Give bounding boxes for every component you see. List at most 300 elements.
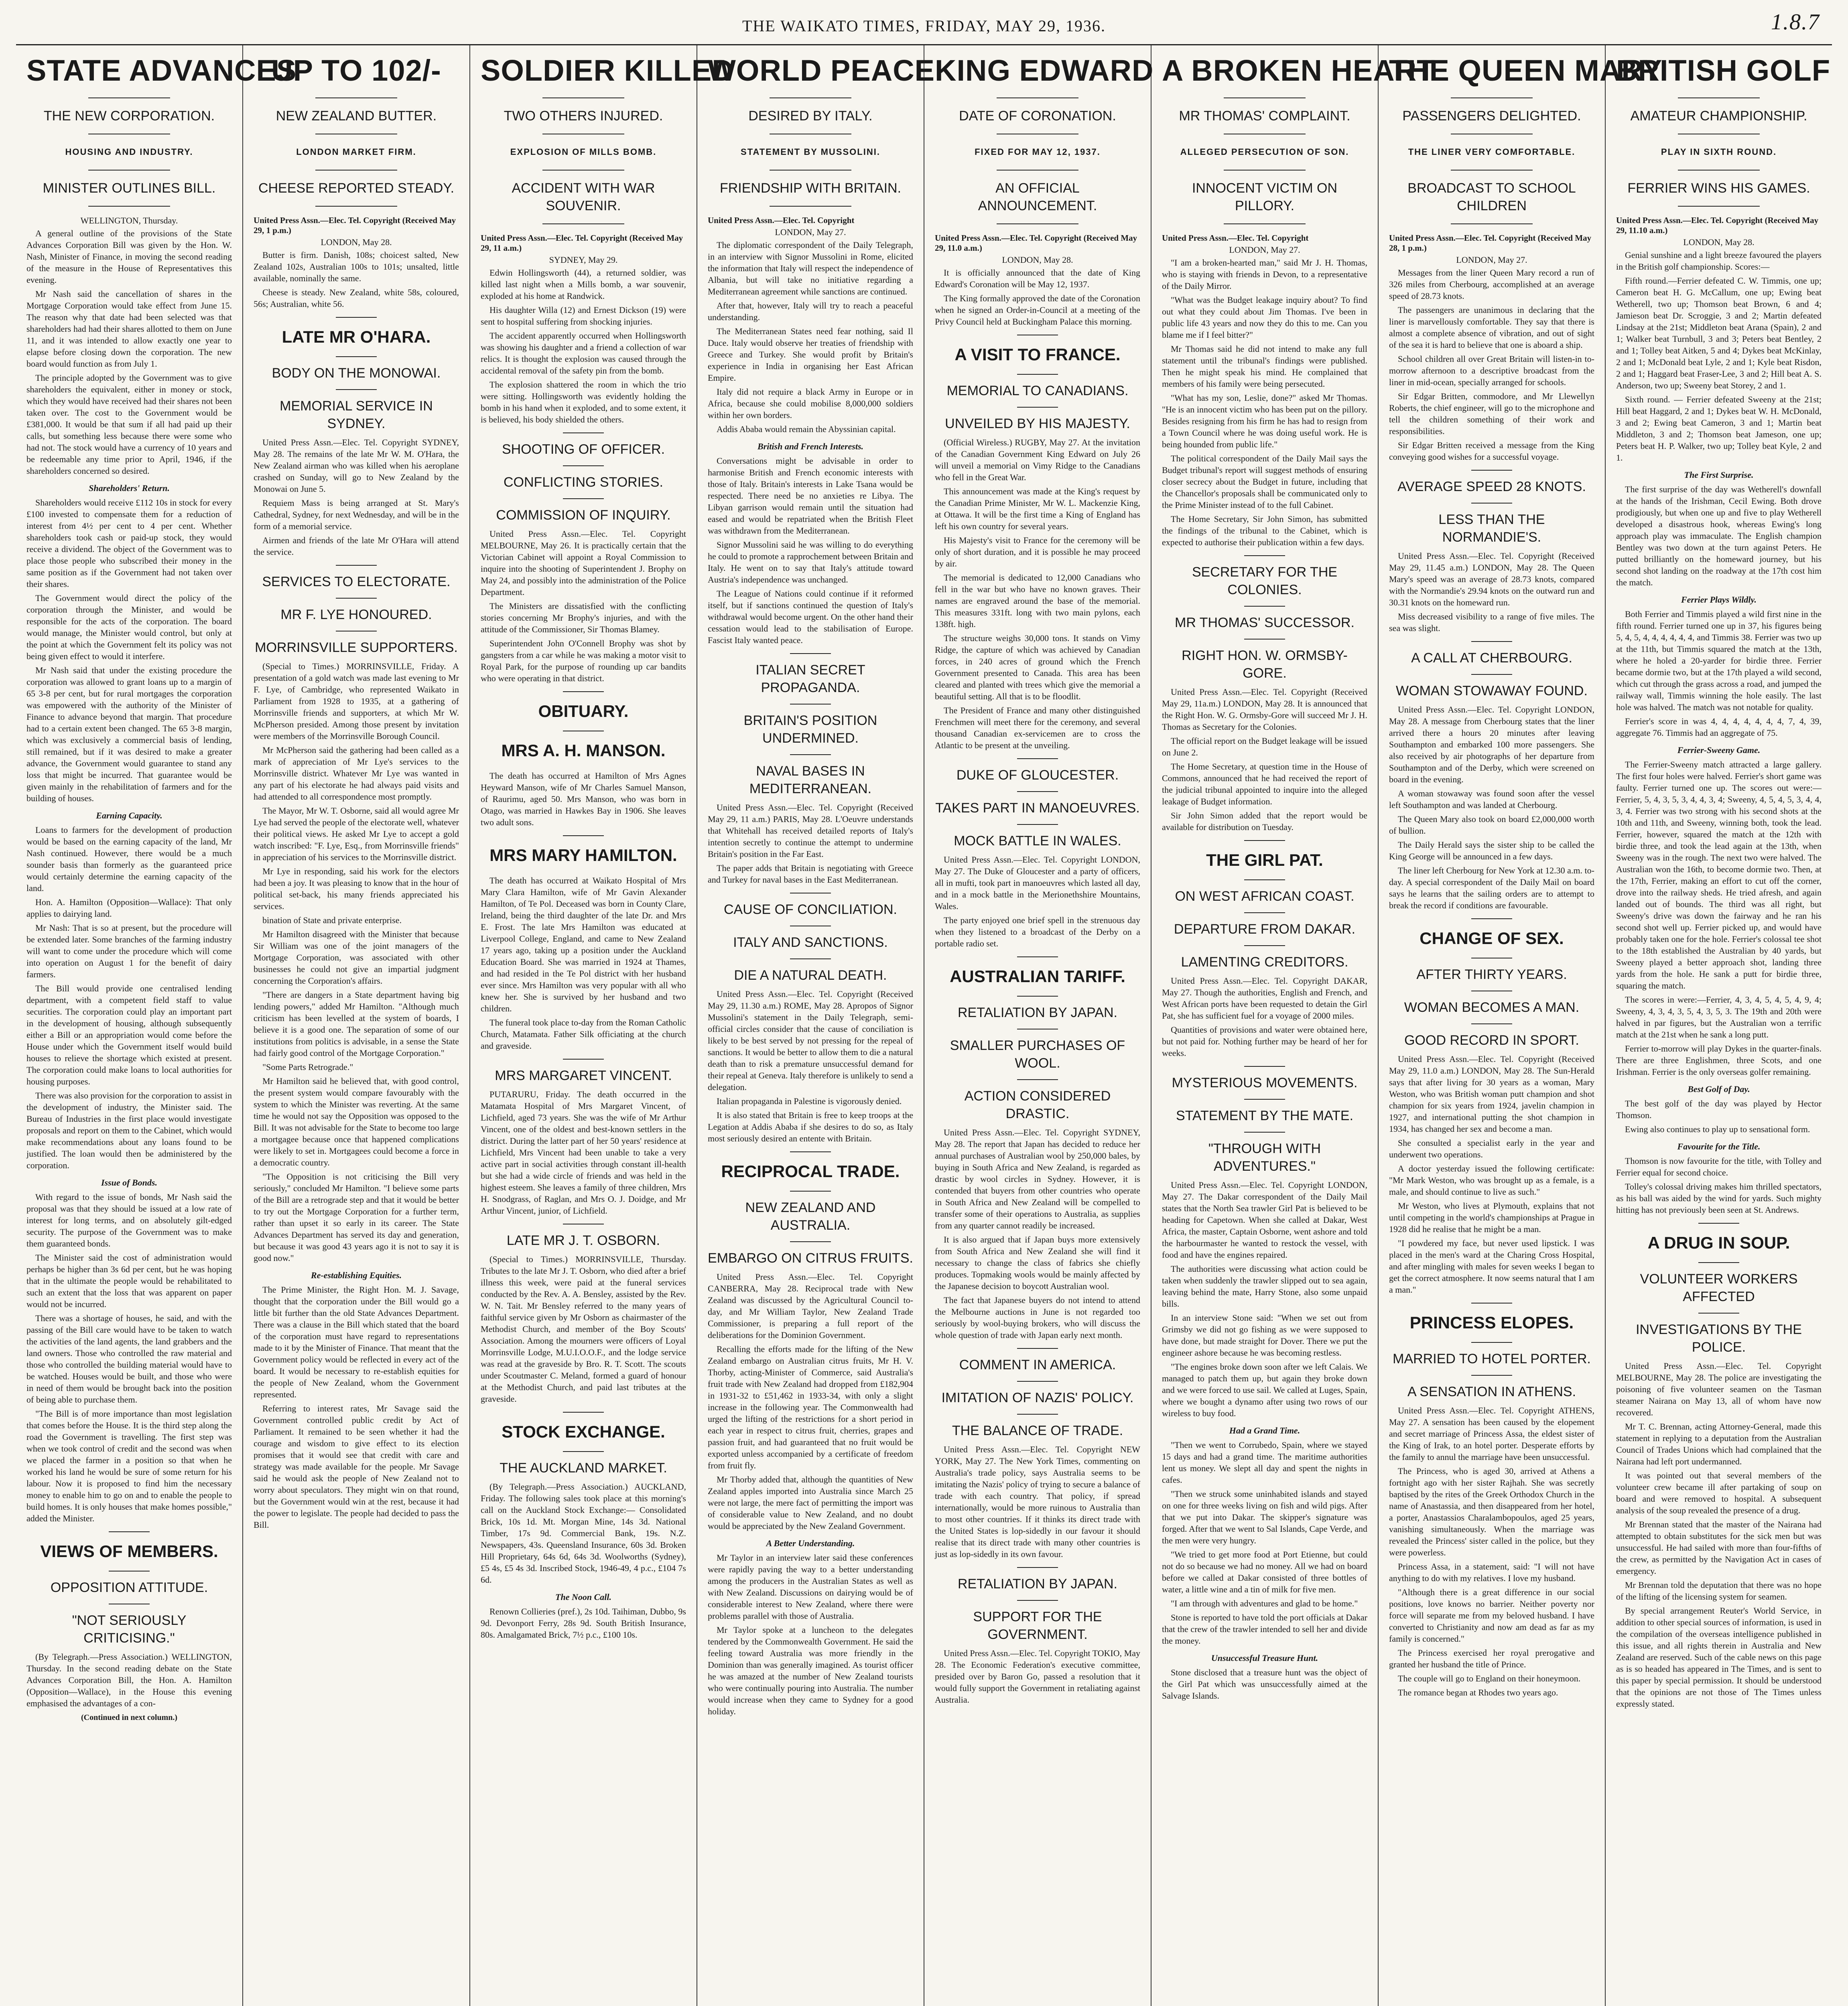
paragraph: The accident apparently occurred when Hollingsworth was showing his daughter and a friend a collection of war relics. It is thought the explosion was caused through the accidental removal of the safety pin from the bomb. xyxy=(481,331,686,376)
divider xyxy=(1017,996,1058,997)
divider xyxy=(1244,879,1285,880)
paragraph: The Daily Herald says the sister ship to be called the King George will be announced in a few days. xyxy=(1389,840,1594,861)
paragraph: (By Telegraph.—Press Association.) WELLINGTON, Thursday. In the second reading debate on the State Advances Corporation Bill, the Hon. A. Hamilton (Opposition—Wallace), in the House this evening emphasised the advantages of a con- xyxy=(26,1652,232,1708)
paragraph: PUTARURU, Friday. The death occurred in the Matamata Hospital of Mrs Margaret Vincent, of Lichfield, aged 73 years. She was the wife of Mr Arthur Vincent, one of the oldest and best-known settlers in the district. During the latter part of her 50 years' residence at Lichfield, Mrs Vincent had been unable to take a very active part in social activities through constant ill-health but she had a wide circle of friends and was held in the highest esteem. She leaves a family of three children, Mrs H. Snodgrass, of Raglan, and Mrs O. J. Doidge, and Mr Arthur Vincent, junior, of Lichfield. xyxy=(481,1089,686,1216)
section-heading: MRS MARY HAMILTON. xyxy=(489,846,677,865)
article-subheading: DATE OF CORONATION. xyxy=(959,108,1116,124)
divider xyxy=(1698,1223,1739,1224)
section-heading: MRS A. H. MANSON. xyxy=(501,741,666,760)
section-heading: NEW ZEALAND AND AUSTRALIA. xyxy=(745,1200,876,1233)
divider xyxy=(109,1571,150,1572)
article-subheading: THE NEW CORPORATION. xyxy=(43,108,215,124)
article-column xyxy=(1151,45,1436,2006)
divider xyxy=(1017,407,1058,408)
continued-note: (Continued in next column.) xyxy=(81,1713,178,1722)
masthead-title: THE WAIKATO TIMES, FRIDAY, MAY 29, 1936. xyxy=(742,17,1106,35)
paragraph: The death has occurred at Waikato Hospital of Mrs Mary Clara Hamilton, wife of Mr Gavin Alexander Hamilton, of Te Pol. Deceased was born in County Clare, Ireland, being the third daughter of the late Dr. and Mrs E. Frost. The late Mrs Hamilton was educated at Liverpool College, England, and came to New Zealand 17 years ago, taking up a position under the Auckland Education Board. She was married in 1924 at Thames, and had resided in the Te Pol district with her husband ever since. Mrs Hamilton was very popular with all who knew her. She is survived by her husband and two children. xyxy=(481,875,686,1013)
section-heading: RECIPROCAL TRADE. xyxy=(721,1162,900,1181)
paragraph: In an interview Stone said: "When we set out from Grimsby we did not go fishing as we were supposed to have done, but made straight for Dover. There we put the engineer ashore because he was becoming restless. xyxy=(1162,1313,1367,1358)
paragraph: The paper adds that Britain is negotiating with Greece and Turkey for naval bases in the East Mediterranean. xyxy=(708,863,913,885)
divider xyxy=(1451,97,1533,98)
paragraph: The President of France and many other distinguished Frenchmen will meet there for the ceremony, and several thousand Canadian ex-servicemen are to cross the Atlantic to be present at the unveiling. xyxy=(935,705,1140,750)
section-heading: GOOD RECORD IN SPORT. xyxy=(1404,1033,1579,1048)
paragraph: United Press Assn.—Elec. Tel. Copyright (Received May 29, 11.45 a.m.) LONDON, May 28. The Queen Mary's speed was an average of 28.73 knots, compared with the Normandie's 29.94 knots on the outward run and 30.31 knots on the homeward run. xyxy=(1389,551,1594,607)
article-subheading: BROADCAST TO SCHOOL CHILDREN xyxy=(1407,181,1576,213)
divider xyxy=(1017,758,1058,759)
paragraph: United Press Assn.—Elec. Tel. Copyright NEW YORK, May 27. The New York Times, commenting on Australia's trade policy, says Australia seems to be imitating the Nazis' policy of trying to secure a balance of trade with each country. That policy, if spread internationally, would be more ruinous to Australia than to most other countries. If it thinks its direct trade with the United States is lop-sidedly in our favour it should realise that its direct trade with many other countries is just as lop-sidedly in its own favour. xyxy=(935,1444,1140,1559)
divider xyxy=(790,958,831,959)
section-heading: MR THOMAS' SUCCESSOR. xyxy=(1175,615,1355,630)
article-subheading: FERRIER WINS HIS GAMES. xyxy=(1627,181,1810,196)
divider xyxy=(563,432,604,433)
paragraph: The Princess exercised her royal prerogative and granted her husband the title of Prince. xyxy=(1389,1648,1594,1669)
paragraph: "I am through with adventures and glad to be home." xyxy=(1171,1598,1358,1608)
divider xyxy=(790,754,831,755)
paragraph: (Official Wireless.) RUGBY, May 27. At the invitation of the Canadian Government King Edward on July 26 will unveil a memorial on Vimy Ridge to the Canadians who fell in the Great War. xyxy=(935,437,1140,482)
paragraph: "What was the Budget leakage inquiry about? To find out what they could about Jim Thomas. I've been in public life 43 years and now they do this to me. Can you blame me if I feel bitter?" xyxy=(1162,295,1367,340)
section-heading: MRS MARGARET VINCENT. xyxy=(495,1068,672,1083)
paragraph: Fifth round.—Ferrier defeated C. W. Timmis, one up; Cameron beat H. G. McCallum, one up; Ewing beat Wetherell, two up; Thomson beat Brown, 6 and 4; Jamieson beat Dr. Scroggie, 3 and 2; Martin defeated Lindsay at the 21st; Middleton beat Arana (Spain), 2 and 1; Walker beat Turnbull, 3 and 3; Peters beat Bentley, 2 and 1; Tolley beat Aitken, 5 and 4; Dykes beat McKinlay, 2 and 1; McDonald beat Lyle, 2 and 1; Kyle beat Risdon, 2 and 1; Haggard beat Fraser-Lee, 3 and 2; Hill beat A. S. Anderson, two up; Sweeny beat Storey, 2 and 1. xyxy=(1616,276,1822,390)
paragraph: Mr Nash said that under the existing procedure the corporation was allowed to grant loans up to a margin of 65 3-8 per cent, but for rural mortgages the corporation was empowered with the authority of the Minister of Finance to advance beyond that margin. That procedure had to a certain extent been changed. The 65 3-8 margin, which was exclusively a commercial basis of lending, still remained, but if it was desired to make a greater advance, the Government would guarantee to stand any loss that might be incurred. That guarantee would be given mainly in the rehabilitation of farmers and for the building of houses. xyxy=(26,665,232,803)
divider xyxy=(1017,1348,1058,1349)
section-heading: THE AUCKLAND MARKET. xyxy=(500,1460,667,1476)
wire-credit: United Press Assn.—Elec. Tel. Copyright (Received May 29, 11.10 a.m.) xyxy=(1616,215,1819,235)
article-headline: BRITISH GOLF xyxy=(1616,54,1831,87)
paragraph: "There are dangers in a State department having big lending powers," added Mr Hamilton. "Although much criticism has been levelled at the system of boards, I believe it is a good one. The separation of some of our institutions from politics is advisable, in a sense the State had fairly good control of the Mortgage Corporation." xyxy=(254,990,459,1058)
paragraph: United Press Assn.—Elec. Tel. Copyright SYDNEY, May 28. The remains of the late Mr W. M. O'Hara, the New Zealand airman who was killed when his aeroplane crashed on Sunday, will go to New Zealand by the Monowai on June 5. xyxy=(254,437,459,494)
divider xyxy=(88,97,171,98)
paragraph: His daughter Willa (12) and Ernest Dickson (19) were sent to hospital suffering from shocking injuries. xyxy=(481,305,686,327)
paragraph: The Mediterranean States need fear nothing, said Il Duce. Italy would observe her treaties of friendship with Greece and Turkey. She would profit by Britain's experience in India in organising her East African Empire. xyxy=(708,326,913,383)
paragraph: Mr Thomas said he did not intend to make any full statement until the tribunal's findings were published. Then he might speak his mind. He complained that members of his family were being persecuted. xyxy=(1162,344,1367,389)
section-heading: BRITAIN'S POSITION UNDERMINED. xyxy=(743,713,877,746)
dateline: LONDON, May 28. xyxy=(321,237,392,247)
paragraph: A doctor yesterday issued the following certificate: "Mr Mark Weston, who was brought up as a female, is a male, and should continue to live as such." xyxy=(1389,1163,1594,1197)
divider xyxy=(88,206,171,207)
paragraph-heading: The Noon Call. xyxy=(555,1592,611,1602)
paragraph: Shareholders would receive £112 10s in stock for every £100 invested to compensate them for a reduction of interest from 4½ per cent to 4 per cent. Whether shareholders took cash or paid-up stock, they would receive a dividend. The object of the Government was to place those people who subscribed their money in the same position as if the Government had not taken over their shares. xyxy=(26,497,232,589)
section-heading: A SENSATION IN ATHENS. xyxy=(1407,1384,1576,1399)
paragraph: "We tried to get more food at Port Etienne, but could not do so because we had no money. All we had on board before we called at Dakar consisted of three bottles of water, a little wine and a tin of milk for five men. xyxy=(1162,1549,1367,1594)
paragraph: (By Telegraph.—Press Association.) AUCKLAND, Friday. The following sales took place at this morning's call on the Auckland Stock Exchange:— Consolidated Brick, 10s 1d. Mt. Morgan Mine, 14s 3d. National Timber, 17s 9d. Commercial Bank, 19s. N.Z. Newspapers, 43s. Queensland Insurance, 60s 3d. Broken Hill Proprietary, 64s 6d, 64s 3d. Woolworths (Sydney), £5 4s, £5 4s 3d. Inscribed Stock, 1946-49, 4 p.c., £104 7s 6d. xyxy=(481,1482,686,1585)
paragraph-heading: Issue of Bonds. xyxy=(101,1178,157,1188)
section-heading: CHANGE OF SEX. xyxy=(1420,929,1564,948)
wire-credit: United Press Assn.—Elec. Tel. Copyright (Received May 29, 1 p.m.) xyxy=(254,215,456,235)
paragraph: Signor Mussolini said he was willing to do everything he could to promote a rapprochement between Britain and Italy. He went on to say that Italy's attitude toward Austria's independence was unchanged. xyxy=(708,540,913,585)
paragraph: The death has occurred at Hamilton of Mrs Agnes Heyward Manson, wife of Mr Charles Samuel Manson, of Raurimu, aged 50. Mrs Manson, who was born in Otago, was married in Hawkes Bay in 1906. She leaves two adult sons. xyxy=(481,771,686,827)
paragraph: Italy did not require a black Army in Europe or in Africa, because she could mobilise 8,000,000 soldiers within her own borders. xyxy=(708,387,913,420)
dateline: LONDON, May 27. xyxy=(1229,245,1300,255)
divider xyxy=(315,206,398,207)
article-subheading: MINISTER OUTLINES BILL. xyxy=(43,181,216,196)
divider xyxy=(1471,1342,1512,1343)
divider xyxy=(1244,555,1285,556)
divider xyxy=(542,170,625,171)
article-headline: WORLD PEACE xyxy=(708,54,935,87)
paragraph: Referring to interest rates, Mr Savage said the Government controlled public credit by Act of Parliament. It remained to be seen whether it had the courage and wisdom to give effect to its election promises that it would see that credit with care and strategy was made available for the people. Mr Savage said he would ask the people of New Zealand not to worry about speculators. They might win on that round, but the Government would win at the rest, because it had the power to legislate. The people had decided to pass the Bill. xyxy=(254,1403,459,1530)
article-subheading: EXPLOSION OF MILLS BOMB. xyxy=(510,147,657,157)
section-heading: "THROUGH WITH ADVENTURES." xyxy=(1208,1141,1321,1174)
section-heading: EMBARGO ON CITRUS FRUITS. xyxy=(708,1251,913,1266)
paragraph: The Princess, who is aged 30, arrived at Athens a fortnight ago with her sister Rajhah. She was secretly baptised by the rites of the Greek Orthodox Church in the name of Anastassia, and then disappeared from her hotel, a porter, Anastassios Charalambopoulos, aged 25 years, vanishing simultaneously. When the marriage was revealed the Princess' sister called in the police, but they were powerless. xyxy=(1389,1466,1594,1557)
paragraph: The Bill would provide one centralised lending department, with a competent field staff to value securities. The corporation could play an important part in the development of housing, although subsequently either a Bill or an appropriation would come before the House under which the Government itself would build houses to relieve the shortage which existed at present. The corporation could make loans to local authorities for housing purposes. xyxy=(26,983,232,1086)
paragraph: Sir John Simon added that the report would be available for distribution on Tuesday. xyxy=(1162,810,1367,832)
divider xyxy=(1471,641,1512,642)
paragraph: The structure weighs 30,000 tons. It stands on Vimy Ridge, the capture of which was achieved by Canadian forces, in 240 acres of ground which the French Government presented to Canada. This area has been cleared and planted with trees which give the memorial a beautiful setting. All that is to be floodlit. xyxy=(935,633,1140,701)
paragraph: It is also stated that Britain is free to keep troops at the Legation at Addis Ababa if she desires to do so, as Italy most seriously desired an entente with Britain. xyxy=(708,1110,913,1143)
paragraph: Mr Thorby added that, although the quantities of New Zealand apples imported into Australia since March 25 were not large, the mere fact of permitting the import was of considerable value to New Zealand, and no doubt would be appreciated by the New Zealand Government. xyxy=(708,1474,913,1531)
section-heading: LAMENTING CREDITORS. xyxy=(1181,954,1348,970)
paragraph: Princess Assa, in a statement, said: "I will not have anything to do with my relatives. I love my husband. xyxy=(1389,1561,1594,1583)
paragraph: Mr Taylor spoke at a luncheon to the delegates tendered by the Commonwealth Government. He said the feeling toward Australia was more friendly in the Dominion than was generally imagined. As tourist officer he was amazed at the number of New Zealand tourists who were continually pouring into Australia. The number would increase when they came to Sydney for a good holiday. xyxy=(708,1625,913,1716)
divider xyxy=(1224,170,1306,171)
article-headline: THE QUEEN MARY xyxy=(1389,54,1663,87)
section-heading: COMMENT IN AMERICA. xyxy=(959,1357,1116,1373)
paragraph: "I am a broken-hearted man," said Mr J. H. Thomas, who is staying with friends in Devon, to a representative of the Daily Mirror. xyxy=(1162,258,1367,291)
divider xyxy=(88,170,171,171)
paragraph: The explosion shattered the room in which the trio were sitting. Hollingsworth was evidently holding the bomb in his hand when it exploded, and to some extent, it is believed, his body shielded the others. xyxy=(481,380,686,424)
paragraph: With regard to the issue of bonds, Mr Nash said the proposal was that they should be issued at a low rate of interest for long terms, and on absolutely gilt-edged security. The purpose of the Government was to make them guaranteed bonds. xyxy=(26,1192,232,1249)
paragraph: Renown Collieries (pref.), 2s 10d. Taihiman, Dubbo, 9s 9d. Devonport Ferry, 28s 9d. South British Insurance, 80s. Amalgamated Brick, 7½ p.c., £100 10s. xyxy=(481,1606,686,1640)
article-subheading: INNOCENT VICTIM ON PILLORY. xyxy=(1192,181,1338,213)
article-subheading: TWO OTHERS INJURED. xyxy=(504,108,663,124)
divider xyxy=(1017,1567,1058,1568)
wire-credit: United Press Assn.—Elec. Tel. Copyright (Received May 28, 1 p.m.) xyxy=(1389,233,1592,253)
paragraph: Mr Nash said the cancellation of shares in the Mortgage Corporation would take effect from June 15. The reason why that date had been selected was that shareholders had had their shares allotted to them on June 11, and it was intended to allow exactly one year to elapse before closing down the corporation. The new board would function as from July 1. xyxy=(26,289,232,369)
article-subheading: FRIENDSHIP WITH BRITAIN. xyxy=(719,181,902,196)
paragraph: There was a shortage of houses, he said, and with the passing of the Bill care would have to be taken to watch the activities of the land agents, the land grabbers and the land owners. Those who controlled the raw material and those who controlled the building material would have to be watched. Houses would be built, and those who were in need of them would be brought back into the position of being able to purchase them. xyxy=(26,1313,232,1405)
paragraph: The League of Nations could continue if it reformed itself, but if sanctions continued the question of Italy's withdrawal would become urgent. On the other hand their cessation would lead to the stabilisation of Europe. Fascist Italy wanted peace. xyxy=(708,589,913,645)
paragraph: The first surprise of the day was Wetherell's downfall at the hands of the Irishman, Cecil Ewing. Both drove prodigiously, but when one up and five to play Wetherell developed a disastrous hook, whereas Ewing's long approach play was immaculate. The English champion Bentley was two down at the turn against Peters. He putted brilliantly on the homeward journey, but his second shot landing on the roadway at the 17th cost him the match. xyxy=(1616,484,1822,587)
section-heading: MOCK BATTLE IN WALES. xyxy=(954,833,1121,849)
paragraph: The scores in were:—Ferrier, 4, 3, 4, 5, 4, 5, 4, 9, 4; Sweeny, 4, 3, 4, 3, 5, 4, 3, 5, 3. The 19th and 20th were halved in par figures, but the Australian won a terrific match at the 21st when he sank a long putt. xyxy=(1616,995,1822,1040)
section-heading: STATEMENT BY THE MATE. xyxy=(1176,1108,1354,1123)
paragraph: His Majesty's visit to France for the ceremony will be only of short duration, and it is possible he may proceed by air. xyxy=(935,535,1140,569)
paragraph: Genial sunshine and a light breeze favoured the players in the British golf championship. Scores:— xyxy=(1616,250,1822,272)
masthead xyxy=(16,12,1832,45)
section-heading: MARRIED TO HOTEL PORTER. xyxy=(1393,1351,1591,1366)
divider xyxy=(1017,956,1058,957)
section-heading: MEMORIAL SERVICE IN SYDNEY. xyxy=(280,398,433,431)
columns-container xyxy=(16,45,1832,2006)
paragraph: Thomson is now favourite for the title, with Tolley and Ferrier equal for second choice. xyxy=(1616,1156,1822,1178)
article-subheading: AN OFFICIAL ANNOUNCEMENT. xyxy=(978,181,1097,213)
section-heading: SERVICES TO ELECTORATE. xyxy=(262,574,451,589)
paragraph: Mr Hamilton disagreed with the Minister that because Sir William was one of the joint managers of the Mortgage Corporation, was associated with other businesses he could not give an impartial judgment concerning the Corporation's affairs. xyxy=(254,929,459,986)
divider xyxy=(563,1412,604,1413)
paragraph: Mr Hamilton said he believed that, with good control, the present system would compare favourably with the system to which the Minister was reverting. At the same time he would not say the Opposition was opposed to the Bill. It was not advisable for the State to become too large a mortgagee because once that happened complications were likely to set in. Mortgagees could become a force in a democratic country. xyxy=(254,1076,459,1167)
divider xyxy=(1017,1414,1058,1415)
section-heading: RETALIATION BY JAPAN. xyxy=(957,1005,1118,1020)
paragraph: Italian propaganda in Palestine is vigorously denied. xyxy=(717,1096,902,1106)
paragraph: United Press Assn.—Elec. Tel. Copyright (Received May 29, 11 a.m.) PARIS, May 28. L'Oeuvre understands that Whitehall has received detailed reports of Italy's intention secretly to continue the attempt to undermine Britain's position in the Far East. xyxy=(708,802,913,859)
paragraph: Conversations might be advisable in order to harmonise British and French economic interests with those of Italy. Britain's interests in Lake Tsana would be respected. There need be no anxieties re Libya. The Libyan garrison would remain until the situation had eased and would be repatriated when the British Fleet was withdrawn from the Mediterranean. xyxy=(708,456,913,536)
wire-credit: United Press Assn.—Elec. Tel. Copyright xyxy=(708,215,855,225)
section-heading: OPPOSITION ATTITUDE. xyxy=(50,1580,208,1595)
paragraph-heading: Unsuccessful Treasure Hunt. xyxy=(1211,1653,1318,1663)
article-subheading: DESIRED BY ITALY. xyxy=(748,108,873,124)
article-subheading: CHEESE REPORTED STEADY. xyxy=(258,181,455,196)
paragraph: The Mayor, Mr W. T. Osborne, said all would agree Mr Lye had served the people of the electorate well, whatever their political views. He asked Mr Lye to accept a gold watch inscribed: "F. Lye, Esq., from Morrinsville friends" in appreciation of his services to the Morrinsville district. xyxy=(254,806,459,862)
paragraph: Ferrier to-morrow will play Dykes in the quarter-finals. There are three Englishmen, three Scots, and one Irishman. Ferrier is the only overseas golfer remaining. xyxy=(1616,1044,1822,1077)
section-heading: SHOOTING OF OFFICER. xyxy=(502,442,665,457)
divider xyxy=(997,223,1079,224)
section-heading: LATE MR J. T. OSBORN. xyxy=(506,1233,660,1248)
divider xyxy=(336,317,377,318)
divider xyxy=(770,206,852,207)
article-subheading: PASSENGERS DELIGHTED. xyxy=(1402,108,1581,124)
section-heading: MR F. LYE HONOURED. xyxy=(280,607,432,622)
section-heading: NAVAL BASES IN MEDITERRANEAN. xyxy=(749,763,872,796)
section-heading: ITALY AND SANCTIONS. xyxy=(733,935,888,950)
divider xyxy=(790,704,831,705)
paragraph: "Although there is a great difference in our social positions, love knows no barrier. Neither poverty nor force will separate me from my beloved husband. I have converted to Christianity and now am dead as far as my family is concerned." xyxy=(1389,1587,1594,1644)
divider xyxy=(1017,824,1058,825)
paragraph: United Press Assn.—Elec. Tel. Copyright TOKIO, May 28. The Economic Federation's executive committee, presided over by Baron Go, passed a resolution that it would fully support the Government in retaliating against Australia. xyxy=(935,1648,1140,1705)
section-heading: OBITUARY. xyxy=(538,702,629,721)
divider xyxy=(1678,97,1760,98)
section-heading: BODY ON THE MONOWAI. xyxy=(272,365,441,381)
divider xyxy=(1471,1023,1512,1024)
divider xyxy=(790,1151,831,1152)
paragraph: bination of State and private enterprise. xyxy=(262,915,402,925)
paragraph: Sir Edgar Britten, commodore, and Mr Llewellyn Roberts, the chief engineer, will go to the microphone and tell the children something of their work and responsibilities. xyxy=(1389,391,1594,436)
section-heading: CONFLICTING STORIES. xyxy=(504,475,663,490)
section-heading: DEPARTURE FROM DAKAR. xyxy=(1174,922,1356,937)
section-heading: MYSTERIOUS MOVEMENTS. xyxy=(1172,1075,1358,1090)
divider xyxy=(1244,1132,1285,1133)
paragraph: Recalling the efforts made for the lifting of the New Zealand embargo on Australian citrus fruits, Mr H. V. Thorby, acting-Minister of Commerce, said Australia's fruit trade with New Zealand had dropped from £182,904 in 1931-32 to £51,462 in 1933-34, with only a slight increase in the following year. The Commonwealth had urged the lifting of the restrictions for a short period in each year in respect to citrus fruit, cherries, grapes and passion fruit, and had guaranteed that no fruit would be exported unless accompanied by a certificate of freedom from fruit fly. xyxy=(708,1344,913,1470)
section-heading: A VISIT TO FRANCE. xyxy=(954,345,1121,364)
section-heading: AVERAGE SPEED 28 KNOTS. xyxy=(1397,479,1586,494)
dateline: LONDON, May 27. xyxy=(1456,255,1527,265)
article-subheading: FIXED FOR MAY 12, 1937. xyxy=(975,147,1101,157)
divider xyxy=(1244,1099,1285,1100)
divider xyxy=(1017,1381,1058,1382)
paragraph: Miss decreased visibility to a range of five miles. The sea was slight. xyxy=(1389,611,1594,633)
paragraph: Requiem Mass is being arranged at St. Mary's Cathedral, Sydney, for next Wednesday, and will be in the form of a memorial service. xyxy=(254,498,459,531)
section-heading: UNVEILED BY HIS MAJESTY. xyxy=(945,416,1130,431)
section-heading: SECRETARY FOR THE COLONIES. xyxy=(1192,564,1338,597)
paragraph: The memorial is dedicated to 12,000 Canadians who fell in the war but who have no known graves. Their names are engraved around the base of the memorial. This measures 331ft. long with two main pylons, each 138ft. high. xyxy=(935,573,1140,629)
article-subheading: LONDON MARKET FIRM. xyxy=(296,147,416,157)
paragraph: The Ferrier-Sweeny match attracted a large gallery. The first four holes were halved. Ferrier's short game was faulty. Ferrier turned one up. The scores out were:—Ferrier, 5, 4, 3, 5, 3, 4, 4, 3, 4; Sweeny, 4, 5, 4, 5, 3, 4, 4, 3, 4. Ferrier was two strong with his second shots at the 10th and 11th, and Sweeny, winning both, took the lead. Ferrier, however, squared the match at the 12th with birdie three, and took the lead again at the 13th, when Sweeny was in the rough. The next two were halved. The Australian won the 16th, to become dormie two. Then, at the 17th, Ferrier, making an effort to cut off the corner, drove into the railway sheds. He tried afresh, and again landed out of bounds. The third was all right, but Sweeny's drive was down the fairway and he ran his second shot well up. Ferrier picked up, and would have probably taken one for the hole. Ferrier's colossal tee shot to the 18th established the Australian by 40 yards, but Sweeny played a better approach shot, landing three yards from the hole. He sank a putt for birdie three, squaring the match. xyxy=(1616,759,1822,991)
article-subheading: MR THOMAS' COMPLAINT. xyxy=(1179,108,1350,124)
paragraph: She consulted a specialist early in the year and underwent two operations. xyxy=(1389,1138,1594,1159)
divider xyxy=(563,498,604,499)
section-heading: RETALIATION BY JAPAN. xyxy=(957,1576,1118,1592)
paragraph-heading: Re-establishing Equities. xyxy=(311,1270,402,1280)
paragraph: Hon. A. Hamilton (Opposition—Wallace): That only applies to dairying land. xyxy=(26,897,232,919)
article-subheading: AMATEUR CHAMPIONSHIP. xyxy=(1630,108,1807,124)
divider xyxy=(1244,1066,1285,1067)
paragraph: "Then we went to Corrubedo, Spain, where we stayed 15 days and had a grand time. The maritime authorities lent us money. We slept all day and spent the nights in cafes. xyxy=(1162,1440,1367,1485)
paragraph: United Press Assn.—Elec. Tel. Copyright (Received May 29, 11.30 a.m.) ROME, May 28. Apropos of Signor Mussolini's statement in the Daily Telegraph, semi-official circles consider that the cause of conciliation is likely to be best served by not pressing for the repeal of sanctions. It would be better to allow them to die a natural death than to risk a premature unsuccessful demand for their repeal at Geneva. Italy therefore is unlikely to send a delegation. xyxy=(708,989,913,1092)
paragraph: The couple will go to England on their honeymoon. xyxy=(1398,1673,1581,1683)
paragraph: The official report on the Budget leakage will be issued on June 2. xyxy=(1162,736,1367,757)
paragraph: Mr McPherson said the gathering had been called as a mark of appreciation of Mr Lye's services to the Morrinsville district. Whatever Mr Lye was wanted in any part of his electorate he had always paid visits and had attended to all correspondence most promptly. xyxy=(254,745,459,802)
divider xyxy=(1017,1600,1058,1601)
wire-credit: United Press Assn.—Elec. Tel. Copyright xyxy=(1162,233,1309,243)
paragraph: The funeral took place to-day from the Roman Catholic Church, Matamata. Father Silk officiating at the church and graveside. xyxy=(481,1017,686,1051)
article-column xyxy=(16,45,297,2006)
paragraph: Loans to farmers for the development of production would be based on the earning capacity of the land, Mr Nash continued. However, there would be a much sounder basis than formerly as the guaranteed price would certainly determine the earning capacity of the land. xyxy=(26,825,232,893)
paragraph: Mr Taylor in an interview later said these conferences were rapidly paving the way to a better understanding among the producers in the Australian States as well as with New Zealand. Discussions on dairying would be of considerable interest to New Zealand, where there were problems parallel with those of Australia. xyxy=(708,1553,913,1621)
paragraph: Mr Lye in responding, said his work for the electors had been a joy. It was pleasing to know that in the hour of political set-back, his many friends appreciated his services. xyxy=(254,866,459,911)
divider xyxy=(1471,470,1512,471)
section-heading: VIEWS OF MEMBERS. xyxy=(40,1542,218,1561)
section-heading: "NOT SERIOUSLY CRITICISING." xyxy=(72,1613,187,1646)
article-headline: KING EDWARD xyxy=(935,54,1154,87)
paragraph: The Queen Mary also took on board £2,000,000 worth of bullion. xyxy=(1389,814,1594,836)
divider xyxy=(1244,840,1285,841)
paragraph-heading: The First Surprise. xyxy=(1684,470,1754,480)
paragraph: The fact that Japanese buyers do not intend to attend the Melbourne auctions in June is not regarded too seriously by wool-buying brokers, who will discuss the whole question of trade with Japan early next month. xyxy=(935,1295,1140,1340)
paragraph: Addis Ababa would remain the Abyssinian capital. xyxy=(717,424,896,434)
section-heading: PRINCESS ELOPES. xyxy=(1409,1313,1574,1332)
section-heading: ACTION CONSIDERED DRASTIC. xyxy=(964,1088,1111,1121)
paragraph: "I powdered my face, but never used lipstick. I was placed in the men's ward at the Charing Cross Hospital, and after mingling with males for seven weeks I began to get the correct atmosphere. It now seems natural that I am a man." xyxy=(1389,1238,1594,1295)
article-headline: SOLDIER KILLED xyxy=(481,54,734,87)
section-heading: ITALIAN SECRET PROPAGANDA. xyxy=(755,662,865,695)
paragraph: The passengers are unanimous in declaring that the liner is marvellously comfortable. They say that there is almost a complete absence of vibration, and out of sight of the sea it is hard to believe that one is aboard a ship. xyxy=(1389,305,1594,350)
paragraph: There was also provision for the corporation to assist in the development of industry, the Minister said. The Bureau of Industries in the first place would investigate proposals and report on them to the Cabinet, which would make recommendations about any loans found to be justified. The loan would then be administered by the corporation. xyxy=(26,1090,232,1170)
paragraph: United Press Assn.—Elec. Tel. Copyright LONDON, May 28. A message from Cherbourg states that the liner arrived there a hours 20 minutes after leaving Southampton and embarked 100 more passengers. She also received by air photographs of her departure from Southampton and of the Derby, which were screened on board in the evening. xyxy=(1389,705,1594,784)
divider xyxy=(336,565,377,566)
article-headline: A BROKEN HEART xyxy=(1162,54,1436,87)
divider xyxy=(1471,1375,1512,1376)
section-heading: STOCK EXCHANGE. xyxy=(502,1422,665,1441)
paragraph-heading: Earning Capacity. xyxy=(96,810,162,820)
paragraph-heading: Shareholders' Return. xyxy=(89,483,170,493)
paragraph: Mr Brennan stated that the master of the Nairana had attempted to obtain substitutes for the sick men but was unsuccessful. He had sailed with more than four-fifths of the crew, as permitted by the Navigation Act in cases of emergency. xyxy=(1616,1519,1822,1576)
divider xyxy=(563,691,604,692)
divider xyxy=(1451,170,1533,171)
divider xyxy=(1224,97,1306,98)
paragraph: Mr Brennan told the deputation that there was no hope of the lifting of the licensing system for seamen. xyxy=(1616,1580,1822,1602)
paragraph-heading: A Better Understanding. xyxy=(766,1538,855,1548)
divider xyxy=(542,223,625,224)
divider xyxy=(1678,206,1760,207)
paragraph: Both Ferrier and Timmis played a wild first nine in the fifth round. Ferrier turned one up in 37, his figures being 5, 4, 5, 4, 4, 4, 4, 4, 4, and Timmis 38. Ferrier was two up at the 11th, but Timmis squared the match at the 13th, where he holed a 20-yarder for birdie three. Ferrier became dormie two, but at the 17th played a wild second, which cut through the grass across a road, and jumped the railway wall, Timmis winning the hole easily. The last hole was halved. The match was not notable for quality. xyxy=(1616,609,1822,712)
section-heading: WOMAN STOWAWAY FOUND. xyxy=(1396,683,1588,698)
paragraph: (Special to Times.) MORRINSVILLE, Friday. A presentation of a gold watch was made last evening to Mr F. Lye, of Cambridge, who represented Waikato in Parliament from 1928 to 1935, at a gathering of Morrinsville friends and supporters, at which Mr W. McPherson presided. Among those present by invitation were members of the Morrinsville Borough Council. xyxy=(254,661,459,741)
paragraph: United Press Assn.—Elec. Tel. Copyright CANBERRA, May 28. Reciprocal trade with New Zealand was discussed by the Agricultural Council to-day, and Mr William Taylor, New Zealand Trade Commissioner, is preparing a full report of the deliberations for the Dominion Government. xyxy=(708,1272,913,1340)
divider xyxy=(1451,223,1533,224)
divider xyxy=(1244,912,1285,913)
paragraph: United Press Assn.—Elec. Tel. Copyright MELBOURNE, May 26. It is practically certain that the Victorian Cabinet will appoint a Royal Commission to inquire into the shooting of Superintendent J. Brophy on May 24, and possibly into the administration of the Police Department. xyxy=(481,529,686,597)
paragraph: Sixth round. — Ferrier defeated Sweeny at the 21st; Hill beat Haggard, 2 and 1; Dykes beat W. H. McDonald, 3 and 2; Ewing beat Cameron, 3 and 1; Martin beat Middleton, 3 and 2; Thomson beat Jameson, one up; Peters beat H. P. Walker, two up; Tolley beat Kyle, 2 and 1. xyxy=(1616,394,1822,463)
paragraph: After that, however, Italy will try to reach a peaceful understanding. xyxy=(708,300,913,322)
paragraph: It was pointed out that several members of the volunteer crew became ill after partaking of soup on board and were removed to hospital. A subsequent analysis of the soup revealed the presence of a drug. xyxy=(1616,1470,1822,1515)
article-headline: STATE ADVANCES xyxy=(26,54,297,87)
paragraph: The Home Secretary, at question time in the House of Commons, announced that he had received the report of the judicial tribunal appointed to inquire into the alleged leakage of Budget information. xyxy=(1162,761,1367,806)
paragraph: Quantities of provisions and water were obtained here, but not paid for. Nothing further may be heard of her for weeks. xyxy=(1162,1025,1367,1058)
article-subheading: ALLEGED PERSECUTION OF SON. xyxy=(1180,147,1349,157)
article-subheading: PLAY IN SIXTH ROUND. xyxy=(1661,147,1777,157)
paragraph: United Press Assn.—Elec. Tel. Copyright SYDNEY, May 28. The report that Japan has decided to reduce her annual purchases of Australian wool by 250,000 bales, by buying in South Africa and New Zealand, is regarded as drastic by wool circles in Sydney. However, it is contended that buyers from other countries who operate in South Africa and New Zealand will be compelled to transfer some of their operations to Australia, as supplies from any quarter cannot readily be increased. xyxy=(935,1127,1140,1230)
divider xyxy=(315,97,398,98)
paragraph: "The Bill is of more importance than most legislation that comes before the House. It is the third step along the road the Government is travelling. The first step was when we took control of credit and the second was when we placed the farmer in a position so that when he worked his land he would be sure of some return for his labour. Now it is proposed to find him the necessary money to enable him to go on and to enable the people to build homes. It is only houses that make homes possible," added the Minister. xyxy=(26,1409,232,1523)
article-column xyxy=(924,45,1154,2006)
paragraph: United Press Assn.—Elec. Tel. Copyright ATHENS, May 27. A sensation has been caused by the elopement and secret marriage of Princess Assa, the eldest sister of the King of Irak, to an hotel porter. Desperate efforts by the family to annul the marriage have been unsuccessful. xyxy=(1389,1405,1594,1462)
divider xyxy=(790,1191,831,1192)
paragraph: Superintendent John O'Connell Brophy was shot by gangsters from a car while he was making a motor visit to Royal Park, for the purpose of rounding up car bandits who were operating in that district. xyxy=(481,638,686,683)
wire-credit: United Press Assn.—Elec. Tel. Copyright (Received May 29, 11.0 a.m.) xyxy=(935,233,1137,253)
paragraph: Tolley's colossal driving makes him thrilled spectators, as his ball was aided by the wind for yards. Such mighty hitting has not previously been seen at St. Andrews. xyxy=(1616,1182,1822,1215)
divider xyxy=(563,1059,604,1060)
paragraph: "What has my son, Leslie, done?" asked Mr Thomas. "He is an innocent victim who has been put on the pillory. Besides resigning from his firm he has had to resign from a Town Council where he was doing useful work. He is being hounded from public life." xyxy=(1162,393,1367,449)
paragraph: The authorities were discussing what action could be taken when suddenly the trawler slipped out to sea again, leaving behind the mate, Harry Stone, also some unpaid bills. xyxy=(1162,1264,1367,1309)
paragraph: Stone disclosed that a treasure hunt was the object of the Girl Pat which was unsuccessfully aimed at the Salvage Islands. xyxy=(1162,1667,1367,1701)
paragraph: The Government would direct the policy of the corporation through the Minister, and would be responsible for the acts of the corporation. The board would manage, the Minister would control, but only at the point at which the Government felt its policy was not being given effect to would it interfere. xyxy=(26,593,232,661)
paragraph: Mr T. C. Brennan, acting Attorney-General, made this statement in replying to a deputation from the Australian Council of Trades Unions which had complained that the Nairana had left port undermanned. xyxy=(1616,1421,1822,1466)
paragraph: United Press Assn.—Elec. Tel. Copyright MELBOURNE, May 28. The police are investigating the poisoning of five volunteer seamen on the Tasman steamer Nairana on May 13, all of whom have now recovered. xyxy=(1616,1361,1822,1417)
section-heading: DIE A NATURAL DEATH. xyxy=(734,968,887,983)
divider xyxy=(1017,791,1058,792)
divider xyxy=(1244,639,1285,640)
section-heading: LATE MR O'HARA. xyxy=(282,327,431,346)
wire-credit: United Press Assn.—Elec. Tel. Copyright (Received May 29, 11 a.m.) xyxy=(481,233,683,253)
paragraph: "Some Parts Retrograde." xyxy=(262,1062,353,1072)
section-heading: SMALLER PURCHASES OF WOOL. xyxy=(950,1038,1125,1071)
divider xyxy=(315,170,398,171)
paragraph: "The Opposition is not criticising the Bill very seriously," concluded Mr Hamilton. "I believe some parts of the Bill are a retrograde step and that it would be better to try out the Mortgage Corporation for a further term, rather than upset it so early in its career. The State Advances Department has served its day and generation, but because it was good 43 years ago it is not to say it is good now." xyxy=(254,1172,459,1263)
paragraph: "Then we struck some uninhabited islands and stayed on one for three weeks living on fish and wild pigs. After that we put into Dakar. The skipper's signature was forged. After that we went to Sal Islands, Cape Verde, and the men were very hungry. xyxy=(1162,1489,1367,1545)
article-column xyxy=(1606,45,1832,2006)
paragraph: It is also argued that if Japan buys more extensively from South Africa and New Zealand she will find it necessary to change the class of fabrics she chiefly produces. Topmaking wools would be mainly affected by the Japanese decision to boycott Australian wool. xyxy=(935,1234,1140,1291)
paragraph: Edwin Hollingsworth (44), a returned soldier, was killed last night when a Mills bomb, a war souvenir, exploded at his home at Randwick. xyxy=(481,268,686,301)
divider xyxy=(1678,170,1760,171)
paragraph-heading: Ferrier Plays Wildly. xyxy=(1681,595,1757,605)
paragraph: The Home Secretary, Sir John Simon, has submitted the findings of the tribunal to the Cabinet, which is expected to authorise their publication within a few days. xyxy=(1162,514,1367,547)
divider xyxy=(109,1531,150,1532)
dateline: WELLINGTON, Thursday. xyxy=(80,215,178,225)
paragraph: United Press Assn.—Elec. Tel. Copyright (Received May 29, 11a.m.) LONDON, May 28. It is announced that the Right Hon. W. G. Ormsby-Gore will succeed Mr J. H. Thomas as Secretary for the Colonies. xyxy=(1162,687,1367,732)
dateline: LONDON, May 28. xyxy=(1683,237,1755,247)
divider xyxy=(563,835,604,836)
section-heading: RIGHT HON. W. ORMSBY-GORE. xyxy=(1182,648,1348,681)
paragraph: The party enjoyed one brief spell in the strenuous day when they listened to a broadcast of the Derby on a portable radio set. xyxy=(935,915,1140,948)
article-subheading: HOUSING AND INDUSTRY. xyxy=(65,147,193,157)
divider xyxy=(770,170,852,171)
section-heading: MORRINSVILLE SUPPORTERS. xyxy=(255,640,458,655)
paragraph: United Press Assn.—Elec. Tel. Copyright LONDON, May 27. The Duke of Gloucester and a party of officers, all in mufti, took part in manoeuvres which lasted all day, and in a mock battle in the Merionethshire Mountains, Wales. xyxy=(935,855,1140,911)
divider xyxy=(997,170,1079,171)
section-heading: THE GIRL PAT. xyxy=(1206,851,1323,869)
paragraph: Messages from the liner Queen Mary record a run of 326 miles from Cherbourg, accomplished at an average speed of 28.73 knots. xyxy=(1389,268,1594,301)
divider xyxy=(336,598,377,599)
article-subheading: STATEMENT BY MUSSOLINI. xyxy=(741,147,880,157)
paragraph: This announcement was made at the King's request by the Canadian Prime Minister, Mr W. L. Mackenzie King, at Ottawa. It will be the first time a King of England has left his own country for several years. xyxy=(935,486,1140,531)
section-heading: ON WEST AFRICAN COAST. xyxy=(1175,889,1355,904)
section-heading: A DRUG IN SOUP. xyxy=(1647,1233,1790,1252)
article-column xyxy=(243,45,470,2006)
divider xyxy=(1698,1313,1739,1314)
paragraph: United Press Assn.—Elec. Tel. Copyright DAKAR, May 27. Though the authorities, English and French, and West African ports have been requested to detain the Girl Pat, she has sufficient fuel for a voyage of 2000 miles. xyxy=(1162,976,1367,1021)
section-heading: DUKE OF GLOUCESTER. xyxy=(956,767,1119,783)
section-heading: A CALL AT CHERBOURG. xyxy=(1411,650,1572,666)
article-column xyxy=(697,45,935,2006)
paragraph: The King formally approved the date of the Coronation when he signed an Order-in-Council at a meeting of the Privy Council held at Buckingham Palace this morning. xyxy=(935,293,1140,327)
divider xyxy=(336,389,377,390)
divider xyxy=(1698,1262,1739,1263)
section-heading: CAUSE OF CONCILIATION. xyxy=(724,902,897,917)
paragraph-heading: Had a Grand Time. xyxy=(1229,1425,1300,1435)
divider xyxy=(563,465,604,466)
paragraph: It is officially announced that the date of King Edward's Coronation will be May 12, 1937. xyxy=(935,268,1140,289)
divider xyxy=(1471,503,1512,504)
